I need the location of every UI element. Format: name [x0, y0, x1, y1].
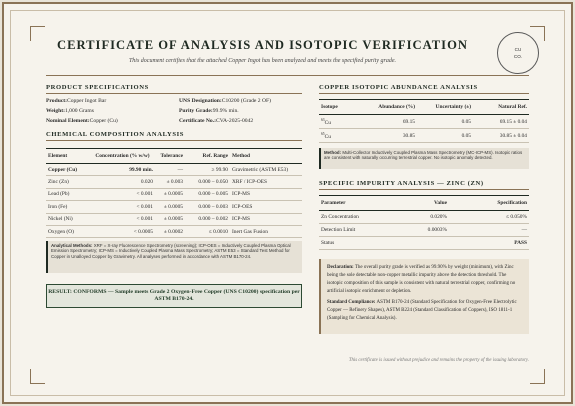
footer-note: This certificate is issued without prejudice and remains the property of the issuing laboratory. [348, 358, 529, 363]
declaration-text: The overall purity grade is verified as 99.90% by weight (minimum), with Zinc being the sole detectable non-copper metallic impurity above the detection threshold. The isotopic composition of this sample is consistent with natural terrestrial copper, confirming no artificial isotopic enrichment or depletion. [327, 265, 516, 294]
tolerance-cell: ± 0.0005 [155, 188, 185, 200]
table-row [319, 224, 529, 237]
compliance-text: ASTM B170-24 (Standard Specification for Oxygen-Free Electrolytic Copper — Refinery Shapes), ASTM B224 (Standard Classification of Coppers), ISO 1811-1 (Sampling for Chemical Analysis). [327, 300, 517, 321]
concentration-cell: < 0.001 [90, 188, 155, 200]
seal-stamp [497, 32, 539, 74]
purity-field [179, 108, 239, 114]
table-row [46, 201, 302, 213]
isotope-table [319, 99, 529, 143]
purity-value: 99.9% min. [212, 108, 239, 114]
product-value: Copper Ingot Bar [67, 98, 107, 104]
value-cell: 0.020% [399, 211, 449, 224]
table-row [319, 115, 529, 129]
uns-label: UNS Designation: [179, 98, 222, 104]
method-cell: XRF / ICP-OES [230, 176, 302, 188]
isotope-heading: COPPER ISOTOPIC ABUNDANCE ANALYSIS [319, 84, 478, 91]
specification-cell: — [449, 224, 529, 237]
isotope-cell [319, 115, 361, 129]
weight-field [46, 108, 94, 114]
method-cell: ICP-MS [230, 188, 302, 200]
parameter-cell: Zn Concentration [319, 211, 399, 224]
nominal-element-value: Copper (Cu) [89, 118, 118, 124]
parameter-cell: Detection Limit [319, 224, 399, 237]
value-cell [399, 237, 449, 250]
compliance-label: Standard Compliance: [327, 300, 376, 305]
table-row [46, 164, 302, 176]
parameter-cell: Status [319, 237, 399, 250]
concentration-cell: < 0.001 [90, 213, 155, 225]
element-cell: Iron (Fe) [46, 201, 90, 213]
zinc-table [319, 195, 529, 250]
composition-heading: CHEMICAL COMPOSITION ANALYSIS [46, 131, 185, 138]
specification-cell: ≤ 0.050% [449, 211, 529, 224]
column-header: Abundance (%) [361, 100, 417, 115]
note-label: Analytical Methods: [51, 243, 93, 248]
method-cell: Inert Gas Fusion [230, 225, 302, 237]
uncertainty-cell: 0.05 [417, 129, 473, 143]
page-title: CERTIFICATE OF ANALYSIS AND ISOTOPIC VERIFICATION [57, 38, 468, 52]
note-label: Method: [324, 150, 342, 155]
declaration-label: Declaration: [327, 265, 354, 270]
tolerance-cell: ± 0.0002 [155, 225, 185, 237]
tolerance-cell: ± 0.003 [155, 176, 185, 188]
certificate-number-value: CVA-2025-0042 [215, 118, 254, 124]
header-divider [46, 75, 529, 76]
column-header: Value [399, 196, 449, 211]
table-row [319, 237, 529, 250]
column-header: Uncertainty (±) [417, 100, 473, 115]
table-header-row [46, 149, 302, 164]
abundance-cell: 30.85 [361, 129, 417, 143]
uns-field [179, 98, 271, 104]
product-specs-heading: PRODUCT SPECIFICATIONS [46, 84, 149, 91]
ref-range-cell: 0.000 – 0.050 [185, 176, 230, 188]
table-row [319, 211, 529, 224]
element-cell: Nickel (Ni) [46, 213, 90, 225]
nominal-element-label: Nominal Element: [46, 118, 90, 124]
ref-range-cell: 0.000 – 0.003 [185, 201, 230, 213]
table-row [46, 176, 302, 188]
isotope-cell [319, 129, 361, 143]
method-cell: Gravimetric (ASTM E53) [230, 164, 302, 176]
compliance-paragraph [327, 299, 523, 323]
element-cell: Oxygen (O) [46, 225, 90, 237]
table-row [46, 213, 302, 225]
page-subtitle: This document certifies that the attached Copper Ingot has been analyzed and meets the specified purity grade. [128, 58, 397, 64]
ref-range-cell: ≥ 99.90 [185, 164, 230, 176]
nominal-element-field [46, 118, 118, 124]
ref-range-cell: 0.000 – 0.002 [185, 213, 230, 225]
analytical-methods-note [46, 241, 302, 273]
concentration-cell: < 0.001 [90, 201, 155, 213]
corner-ornament-bottom-left [30, 369, 45, 384]
column-header: Ref. Range [185, 149, 230, 164]
natural-ref-cell: 69.15 ± 0.04 [473, 115, 529, 129]
divider [319, 189, 529, 190]
natural-ref-cell: 30.85 ± 0.04 [473, 129, 529, 143]
product-field [46, 98, 106, 104]
composition-table [46, 148, 302, 238]
column-header: Parameter [319, 196, 399, 211]
method-cell: ICP-OES [230, 201, 302, 213]
column-header: Specification [449, 196, 529, 211]
uncertainty-cell: 0.05 [417, 115, 473, 129]
element-cell: Zinc (Zn) [46, 176, 90, 188]
divider [319, 93, 529, 94]
method-cell: ICP-MS [230, 213, 302, 225]
purity-label: Purity Grade: [179, 108, 213, 114]
table-header-row [319, 196, 529, 211]
element-cell: Copper (Cu) [46, 164, 90, 176]
column-header: Tolerance [155, 149, 185, 164]
product-label: Product: [46, 98, 68, 104]
tolerance-cell: ± 0.0005 [155, 213, 185, 225]
concentration-cell: 0.020 [90, 176, 155, 188]
element-cell: Lead (Pb) [46, 188, 90, 200]
concentration-cell: 99.90 min. [90, 164, 155, 176]
note-text: XRF = X-ray Fluorescence Spectrometry (screening); ICP-OES = Inductively Coupled Plasma Optical Emission Spectrometry; ICP-MS = Inductively Coupled Plasma Mass Spectrometry; ASTM E53 = Standard Test Method for Copper in Unalloyed Copper by Gravimetry. All analyses performed in accordance with ASTM B170-24. [51, 243, 291, 259]
corner-ornament-bottom-right [530, 369, 545, 384]
status-badge: PASS [449, 237, 529, 250]
ref-range-cell: 0.000 – 0.005 [185, 188, 230, 200]
isotope-symbol: Cu [324, 119, 331, 126]
table-row [46, 225, 302, 237]
declaration-paragraph [327, 264, 523, 296]
isotope-mass: 65 [321, 131, 325, 136]
declaration-box [319, 259, 529, 334]
weight-label: Weight: [46, 108, 65, 114]
seal-line-1: CU [514, 47, 522, 52]
table-header-row [319, 100, 529, 115]
column-header: Isotope [319, 100, 361, 115]
table-row [46, 188, 302, 200]
divider [46, 140, 302, 141]
column-header: Natural Ref. [473, 100, 529, 115]
divider [46, 93, 302, 94]
ref-range-cell: ≤ 0.0010 [185, 225, 230, 237]
uns-value: C10200 (Grade 2 OF) [221, 98, 271, 104]
abundance-cell: 69.15 [361, 115, 417, 129]
value-cell: 0.0003% [399, 224, 449, 237]
isotope-symbol: Cu [324, 133, 331, 140]
isotope-method-note [319, 148, 529, 169]
result-banner: RESULT: CONFORMS — Sample meets Grade 2 Oxygen-Free Copper (UNS C10200) specification per ASTM B170-24. [46, 284, 302, 308]
tolerance-cell: ± 0.0005 [155, 201, 185, 213]
table-row [319, 129, 529, 143]
tolerance-cell: — [155, 164, 185, 176]
certificate-number-field [179, 118, 253, 124]
seal-line-2: CO. [513, 54, 523, 59]
column-header: Concentration (% w/w) [90, 149, 155, 164]
zinc-heading: SPECIFIC IMPURITY ANALYSIS — ZINC (ZN) [319, 180, 484, 187]
weight-value: 1,000 Grams [64, 108, 94, 114]
isotope-mass: 63 [321, 117, 325, 122]
note-text: Multi-Collector Inductively Coupled Plasma Mass Spectrometry (MC-ICP-MS). Isotopic ratios are consistent with naturally occurring terrestrial copper. No isotopic anomaly detected. [324, 150, 523, 161]
column-header: Element [46, 149, 90, 164]
column-header: Method [230, 149, 302, 164]
concentration-cell: < 0.0005 [90, 225, 155, 237]
certificate-number-label: Certificate No.: [179, 118, 216, 124]
